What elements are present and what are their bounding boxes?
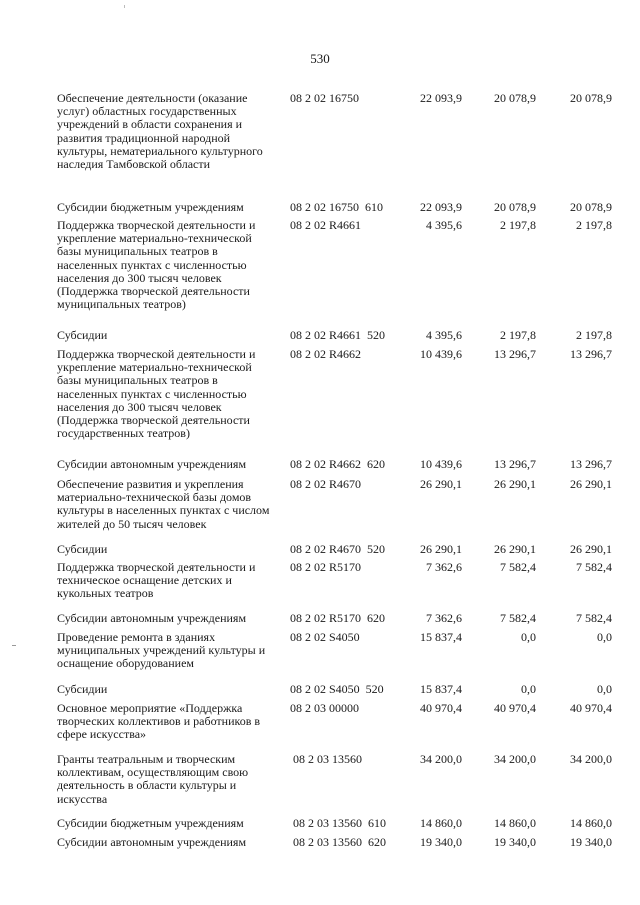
row-value-1: 14 860,0 xyxy=(420,816,462,830)
row-value-2: 0,0 xyxy=(521,682,536,696)
page-number: 530 xyxy=(310,51,330,66)
row-code: 08 2 03 00000 xyxy=(290,701,359,715)
row-code: 08 2 02 R5170 xyxy=(290,560,362,574)
row-name: Субсидии xyxy=(57,542,108,556)
row-value-2: 13 296,7 xyxy=(494,457,536,471)
row-value-3: 34 200,0 xyxy=(570,752,612,766)
row-value-1: 10 439,6 xyxy=(420,347,462,361)
row-code: 08 2 02 R4662 xyxy=(290,347,362,361)
row-value-2: 7 582,4 xyxy=(500,560,536,574)
row-code: 08 2 02 R4670 520 xyxy=(290,542,386,556)
row-code: 08 2 02 S4050 520 xyxy=(290,682,384,696)
row-code: 08 2 02 R5170 620 xyxy=(290,611,386,625)
row-value-2: 7 582,4 xyxy=(500,611,536,625)
row-name: Обеспечение деятельности (оказание услуг) областных государственных учреждений в области сохранения и развития традиционной народной культуры, нематериального культурного наследия Тамбовской области xyxy=(57,91,263,172)
row-value-3: 0,0 xyxy=(597,630,612,644)
row-name: Субсидии автономным учреждениям xyxy=(57,457,247,471)
row-name: Субсидии xyxy=(57,682,108,696)
row-value-1: 4 395,6 xyxy=(426,218,462,232)
row-code: 08 2 02 R4662 620 xyxy=(290,457,386,471)
row-name: Субсидии автономным учреждениям xyxy=(57,611,247,625)
row-name: Основное мероприятие «Поддержка творческих коллективов и работников в сфере искусства» xyxy=(57,701,261,742)
row-value-1: 4 395,6 xyxy=(426,328,462,342)
row-value-1: 34 200,0 xyxy=(420,752,462,766)
row-name: Поддержка творческой деятельности и укрепление материально-технической базы муниципальных театров в населенных пунктах с численностью населения до 300 тысяч человек (Поддержка творческой деятельности государственных театров) xyxy=(57,347,256,441)
row-value-3: 2 197,8 xyxy=(576,218,612,232)
row-value-3: 20 078,9 xyxy=(570,91,612,105)
row-code: 08 2 02 R4661 520 xyxy=(290,328,386,342)
row-code: 08 2 02 16750 xyxy=(290,91,359,105)
row-value-1: 15 837,4 xyxy=(420,682,462,696)
scan-dash xyxy=(12,645,16,646)
row-value-1: 7 362,6 xyxy=(426,560,462,574)
row-value-2: 40 970,4 xyxy=(494,701,536,715)
row-code: 08 2 03 13560 620 xyxy=(290,835,386,849)
row-value-3: 26 290,1 xyxy=(570,477,612,491)
row-value-1: 26 290,1 xyxy=(420,477,462,491)
row-value-1: 19 340,0 xyxy=(420,835,462,849)
row-value-2: 2 197,8 xyxy=(500,328,536,342)
row-name: Субсидии xyxy=(57,328,108,342)
scan-mark xyxy=(124,5,125,8)
row-value-3: 0,0 xyxy=(597,682,612,696)
row-value-3: 19 340,0 xyxy=(570,835,612,849)
row-name: Проведение ремонта в зданиях муниципальных учреждений культуры и оснащение оборудованием xyxy=(57,630,266,671)
row-code: 08 2 02 R4661 xyxy=(290,218,362,232)
row-value-2: 14 860,0 xyxy=(494,816,536,830)
row-value-1: 26 290,1 xyxy=(420,542,462,556)
row-value-3: 14 860,0 xyxy=(570,816,612,830)
row-value-3: 26 290,1 xyxy=(570,542,612,556)
row-value-2: 26 290,1 xyxy=(494,542,536,556)
row-name: Обеспечение развития и укрепления материально-технической базы домов культуры в населенных пунктах с числом жителей до 50 тысяч человек xyxy=(57,477,270,531)
row-value-2: 19 340,0 xyxy=(494,835,536,849)
row-value-2: 26 290,1 xyxy=(494,477,536,491)
row-value-2: 0,0 xyxy=(521,630,536,644)
row-name: Поддержка творческой деятельности и техническое оснащение детских и кукольных театров xyxy=(57,560,256,601)
row-code: 08 2 02 16750 610 xyxy=(290,200,383,214)
row-code: 08 2 03 13560 610 xyxy=(290,816,386,830)
row-name: Гранты театральным и творческим коллективам, осуществляющим свою деятельность в области культуры и искусства xyxy=(57,752,249,806)
row-value-1: 40 970,4 xyxy=(420,701,462,715)
row-code: 08 2 02 S4050 xyxy=(290,630,360,644)
row-value-1: 7 362,6 xyxy=(426,611,462,625)
row-value-1: 22 093,9 xyxy=(420,200,462,214)
row-value-3: 7 582,4 xyxy=(576,611,612,625)
row-value-3: 40 970,4 xyxy=(570,701,612,715)
row-value-1: 22 093,9 xyxy=(420,91,462,105)
row-value-2: 13 296,7 xyxy=(494,347,536,361)
row-value-2: 20 078,9 xyxy=(494,91,536,105)
row-value-3: 20 078,9 xyxy=(570,200,612,214)
row-value-2: 2 197,8 xyxy=(500,218,536,232)
row-name: Субсидии бюджетным учреждениям xyxy=(57,816,244,830)
row-value-3: 7 582,4 xyxy=(576,560,612,574)
row-value-3: 13 296,7 xyxy=(570,457,612,471)
row-name: Поддержка творческой деятельности и укрепление материально-технической базы муниципальных театров в населенных пунктах с численностью населения до 300 тысяч человек (Поддержка творческой деятельности муниципальных театров) xyxy=(57,218,256,312)
row-value-3: 2 197,8 xyxy=(576,328,612,342)
row-value-1: 10 439,6 xyxy=(420,457,462,471)
row-value-1: 15 837,4 xyxy=(420,630,462,644)
row-value-2: 20 078,9 xyxy=(494,200,536,214)
row-name: Субсидии автономным учреждениям xyxy=(57,835,247,849)
row-code: 08 2 03 13560 xyxy=(290,752,362,766)
row-code: 08 2 02 R4670 xyxy=(290,477,362,491)
row-value-2: 34 200,0 xyxy=(494,752,536,766)
row-name: Субсидии бюджетным учреждениям xyxy=(57,200,244,214)
row-value-3: 13 296,7 xyxy=(570,347,612,361)
